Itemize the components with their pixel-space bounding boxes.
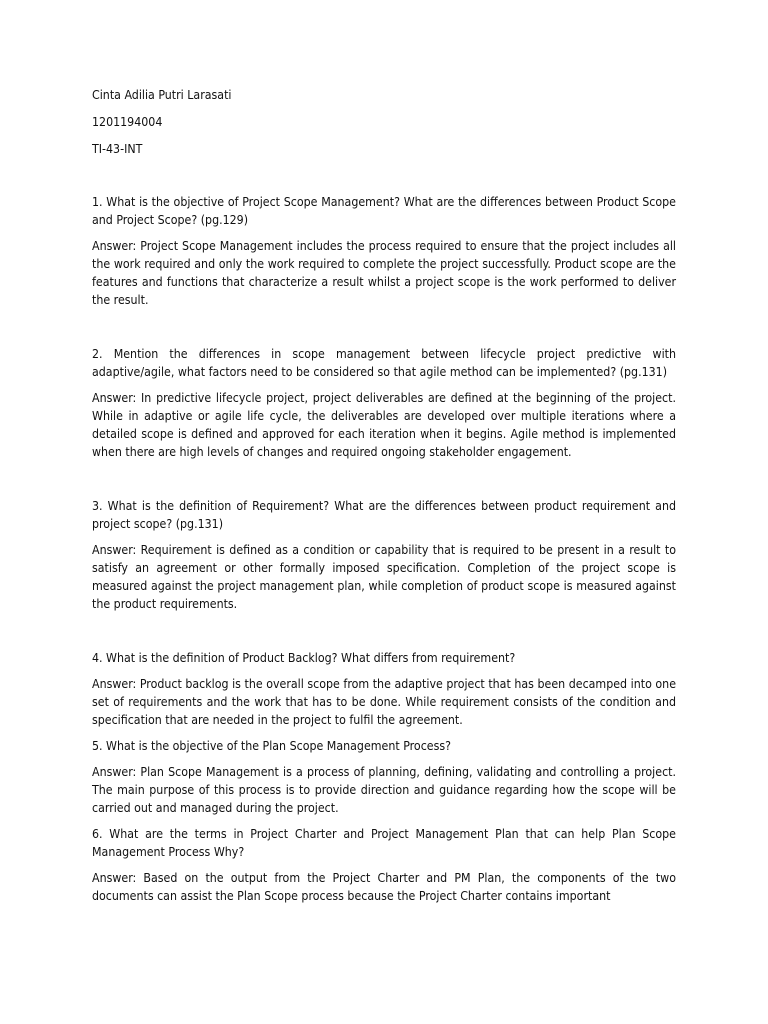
qa-item-2 bbox=[92, 345, 676, 461]
student-id: 1201194004 bbox=[92, 115, 163, 129]
question-1: 1. What is the objective of Project Scope Management? What are the differences between Product Scope and Project Scope? (pg.129) bbox=[92, 195, 676, 227]
qa-item-5 bbox=[92, 737, 676, 817]
author-name: Cinta Adilia Putri Larasati bbox=[92, 88, 232, 102]
question-4: 4. What is the definition of Product Backlog? What differs from requirement? bbox=[92, 651, 516, 665]
question-5: 5. What is the objective of the Plan Scope Management Process? bbox=[92, 739, 451, 753]
class-code: TI-43-INT bbox=[92, 142, 143, 156]
qa-item-1 bbox=[92, 193, 676, 309]
answer-2: Answer: In predictive lifecycle project, project deliverables are defined at the beginning of the project. While in adaptive or agile life cycle, the deliverables are developed over multiple iterations where a detailed scope is defined and approved for each iteration when it begins. Agile method is implemented when there are high levels of changes and required ongoing stakeholder engagement. bbox=[92, 391, 676, 459]
answer-4: Answer: Product backlog is the overall scope from the adaptive project that has been decamped into one set of requirements and the work that has to be done. While requirement consists of the condition and specification that are needed in the project to fulfil the agreement. bbox=[92, 677, 676, 727]
answer-1: Answer: Project Scope Management includes the process required to ensure that the project includes all the work required and only the work required to complete the project successfully. Product scope are the features and functions that characterize a result whilst a project scope is the work performed to deliver the result. bbox=[92, 239, 676, 307]
answer-3: Answer: Requirement is defined as a condition or capability that is required to be present in a result to satisfy an agreement or other formally imposed specification. Completion of the project scope is measured against the project management plan, while completion of product scope is measured against the product requirements. bbox=[92, 543, 676, 611]
question-6: 6. What are the terms in Project Charter and Project Management Plan that can help Plan Scope Management Process Why? bbox=[92, 827, 676, 859]
answer-5: Answer: Plan Scope Management is a process of planning, defining, validating and controlling a project. The main purpose of this process is to provide direction and guidance regarding how the scope will be carried out and managed during the project. bbox=[92, 765, 676, 815]
qa-item-6 bbox=[92, 825, 676, 905]
answer-6: Answer: Based on the output from the Project Charter and PM Plan, the components of the two documents can assist the Plan Scope process because the Project Charter contains important bbox=[92, 871, 676, 903]
qa-item-3 bbox=[92, 497, 676, 613]
question-2: 2. Mention the differences in scope management between lifecycle project predictive with adaptive/agile, what factors need to be considered so that agile method can be implemented? (pg.131) bbox=[92, 347, 676, 379]
question-3: 3. What is the definition of Requirement? What are the differences between product requirement and project scope? (pg.131) bbox=[92, 499, 676, 531]
document-page bbox=[92, 86, 676, 905]
qa-item-4 bbox=[92, 649, 676, 729]
